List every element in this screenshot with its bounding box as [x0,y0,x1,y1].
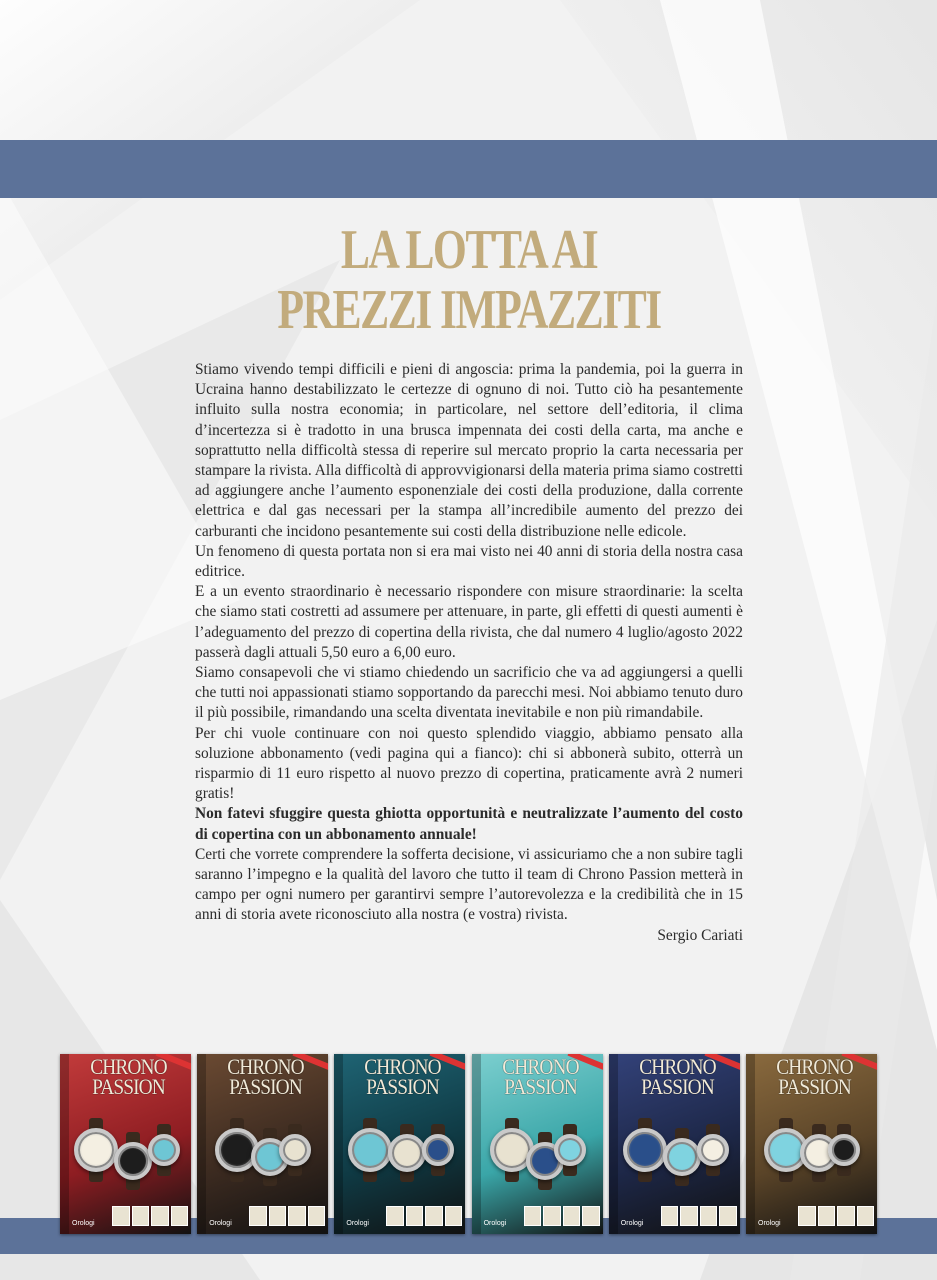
cover-thumbnail-strip [112,1206,188,1226]
cover-thumbnail-strip [524,1206,600,1226]
cover-thumbnail [269,1206,287,1226]
cover-thumbnail [582,1206,600,1226]
cover-thumbnail [857,1206,875,1226]
watch-illustration [114,1142,152,1180]
cover-spine [746,1054,755,1234]
cover-thumbnail [700,1206,718,1226]
cover-logo-line-1: CHRONO [90,1054,167,1079]
article-paragraph: Certi che vorrete comprendere la sofferta decisione, vi assicuriamo che a non subire tagli saranno l’impegno e la qualità del lavoro che tutto il team di Chrono Passion metterà in campo per ogni numero per garantirvi sempre l’autorevolezza e la credibilità che in 15 anni di storia avete riconosciuto alla nostra (e vostra) rivista. [195,845,743,924]
cover-publisher-logo: Orologi [209,1220,232,1227]
cover-thumbnail [837,1206,855,1226]
watch-illustration [623,1128,667,1172]
magazine-cover [746,1054,877,1234]
cover-thumbnail [308,1206,326,1226]
cover-publisher-logo: Orologi [620,1220,644,1227]
cover-logo-line-2: PASSION [640,1074,714,1099]
article-paragraph: Per chi vuole continuare con noi questo splendido viaggio, abbiamo pensato alla soluzione abbonamento (vedi pagina qui a fianco): chi si abbonerà subito, otterrà un risparmio di 11 euro rispetto al nuovo prezzo di copertina, praticamente avrà 2 numeri gratis! [195,724,743,803]
cover-logo [214,1054,317,1099]
cover-thumbnail [171,1206,189,1226]
cover-logo-line-2: PASSION [778,1074,851,1099]
cover-logo [489,1054,592,1099]
cover-thumbnail [818,1206,836,1226]
cover-thumbnail-strip [249,1206,325,1226]
cover-publisher-logo: Orologi [758,1220,781,1227]
cover-spine [197,1054,206,1234]
cover-logo-line-1: CHRONO [364,1054,442,1079]
cover-spine [334,1054,343,1234]
author-signature: Sergio Cariati [657,926,743,944]
cover-thumbnail [132,1206,150,1226]
cover-logo-line-1: CHRONO [227,1054,304,1079]
magazine-cover [60,1054,191,1234]
watch-illustration [663,1138,701,1176]
cover-logo-line-2: PASSION [503,1074,577,1099]
cover-logo-line-2: PASSION [366,1074,440,1099]
cover-logo-line-2: PASSION [229,1074,303,1099]
magazine-cover [334,1054,465,1234]
article-paragraph: Un fenomeno di questa portata non si era mai visto nei 40 anni di storia della nostra casa editrice. [195,542,743,581]
cover-thumbnail [386,1206,404,1226]
cover-thumbnail-strip [661,1206,737,1226]
cover-spine [472,1054,481,1234]
cover-thumbnail [543,1206,561,1226]
cover-thumbnail [680,1206,698,1226]
article-bold-callout: Non fatevi sfuggire questa ghiotta opportunità e neutralizzate l’aumento del costo di copertina con un abbonamento annuale! [195,805,743,843]
cover-logo-line-1: CHRONO [776,1054,853,1079]
cover-thumbnail [112,1206,130,1226]
cover-publisher-logo: Orologi [483,1220,507,1227]
magazine-cover [197,1054,328,1234]
cover-logo-line-1: CHRONO [501,1054,579,1079]
watch-illustration [422,1134,454,1166]
watch-illustration [697,1134,729,1166]
cover-publisher-logo: Orologi [72,1220,95,1227]
cover-thumbnail [563,1206,581,1226]
cover-logo-line-1: CHRONO [639,1054,716,1079]
cover-logo [77,1054,180,1099]
cover-thumbnail [719,1206,737,1226]
title-line-1: LA LOTTA AI [340,219,598,281]
magazine-cover [472,1054,603,1234]
cover-thumbnail [249,1206,267,1226]
cover-logo-line-2: PASSION [92,1074,165,1099]
cover-thumbnail-strip [798,1206,874,1226]
cover-spine [60,1054,69,1234]
cover-publisher-logo: Orologi [346,1220,369,1227]
cover-thumbnail [798,1206,816,1226]
watch-illustration [348,1128,392,1172]
top-color-band [0,140,937,198]
editorial-article [195,360,743,946]
watch-illustration [279,1134,311,1166]
watch-illustration [554,1134,586,1166]
article-paragraph: Stiamo vivendo tempi difficili e pieni di angoscia: prima la pandemia, poi la guerra in Ucraina hanno destabilizzato le certezze di ognuno di noi. Tutto ciò ha pesantemente influito sulla nostra economia; in particolare, nel settore dell’editoria, il clima d’incertezza si è tradotto in una brusca impennata dei costi della carta, ma anche e soprattutto nella difficoltà stessa di reperire sul mercato proprio la carta necessaria per stampare la rivista. Alla difficoltà di approvvigionarsi della materia prima siamo costretti ad aggiungere anche l’aumento esponenziale dei costi della produzione, dalla corrente elettrica e dal gas necessari per la stampa all’incredibile aumento del prezzo dei carburanti che incidono pesantemente sui costi della distribuzione nelle edicole. [195,361,743,540]
cover-thumbnail-strip [386,1206,462,1226]
cover-thumbnail [445,1206,463,1226]
article-paragraph: Siamo consapevoli che vi stiamo chiedendo un sacrificio che va ad aggiungersi a quelli che tutti noi appassionati stiamo sopportando da parecchi mesi. Noi abbiamo tenuto duro il più possibile, rimandando una scelta diventata inevitabile e non più rimandabile. [195,664,743,722]
cover-logo [626,1054,729,1099]
magazine-cover [609,1054,740,1234]
article-paragraph: E a un evento straordinario è necessario rispondere con misure straordinarie: la scelta che siamo stati costretti ad assumere per attenuare, in parte, gli effetti di questi aumenti è l’adeguamento del prezzo di copertina della rivista, che dal numero 4 luglio/agosto 2022 passerà dagli attuali 5,50 euro a 6,00 euro. [195,583,743,661]
magazine-covers-row [60,1054,877,1234]
title-line-2: PREZZI IMPAZZITI [277,279,661,341]
cover-thumbnail [661,1206,679,1226]
watch-illustration [148,1134,180,1166]
cover-thumbnail [288,1206,306,1226]
cover-logo [763,1054,866,1099]
cover-logo [351,1054,454,1099]
watch-illustration [74,1128,118,1172]
cover-thumbnail [406,1206,424,1226]
cover-thumbnail [425,1206,443,1226]
cover-thumbnail [151,1206,169,1226]
page-title [255,220,682,340]
watch-illustration [388,1134,426,1172]
cover-spine [609,1054,618,1234]
cover-thumbnail [524,1206,542,1226]
watch-illustration [828,1134,860,1166]
